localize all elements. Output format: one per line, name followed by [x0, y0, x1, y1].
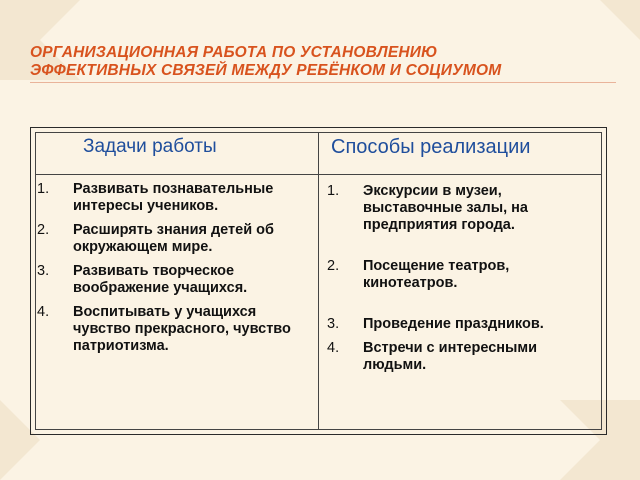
- list-item-number: 3.: [37, 263, 50, 279]
- list-item-text: Расширять знания детей об окружающем мире.: [73, 222, 274, 255]
- title-underline: [30, 82, 616, 83]
- list-item: [37, 181, 307, 215]
- list-item: [327, 258, 577, 292]
- list-item-number: 2.: [37, 222, 50, 238]
- list-item-number: 4.: [327, 340, 340, 356]
- list-item-number: 1.: [327, 183, 340, 199]
- list-item-number: 3.: [327, 316, 340, 332]
- tasks-methods-table: [30, 127, 607, 435]
- list-item-text: Развивать творческое воображение учащихся.: [73, 263, 248, 296]
- header-methods: Способы реализации: [331, 136, 531, 158]
- list-item-text: Проведение праздников.: [363, 316, 544, 332]
- list-item-text: Воспитывать у учащихся чувство прекрасного, чувство патриотизма.: [73, 304, 291, 354]
- list-item-text: Развивать познавательные интересы учеников.: [73, 181, 274, 214]
- column-divider: [318, 132, 319, 430]
- list-item-text: Экскурсии в музеи, выставочные залы, на предприятия города.: [363, 183, 528, 233]
- list-item-text: Посещение театров, кинотеатров.: [363, 258, 510, 291]
- list-item: [327, 340, 577, 374]
- list-item-number: 2.: [327, 258, 340, 274]
- tasks-list: [37, 181, 307, 362]
- header-row-divider: [35, 174, 602, 175]
- page-title-line-2: ЭФФЕКТИВНЫХ СВЯЗЕЙ МЕЖДУ РЕБЁНКОМ И СОЦИУМОМ: [30, 62, 502, 79]
- list-item: [37, 263, 307, 297]
- list-item-number: 1.: [37, 181, 50, 197]
- list-item: [37, 304, 307, 355]
- header-tasks: Задачи работы: [83, 136, 217, 157]
- page-title: [30, 44, 620, 80]
- list-item: [37, 222, 307, 256]
- methods-list: [327, 183, 577, 381]
- list-item-number: 4.: [37, 304, 50, 320]
- page-title-line-1: ОРГАНИЗАЦИОННАЯ РАБОТА ПО УСТАНОВЛЕНИЮ: [30, 44, 438, 61]
- list-item: [327, 183, 577, 234]
- list-item-text: Встречи с интересными людьми.: [363, 340, 538, 373]
- list-item: [327, 316, 577, 333]
